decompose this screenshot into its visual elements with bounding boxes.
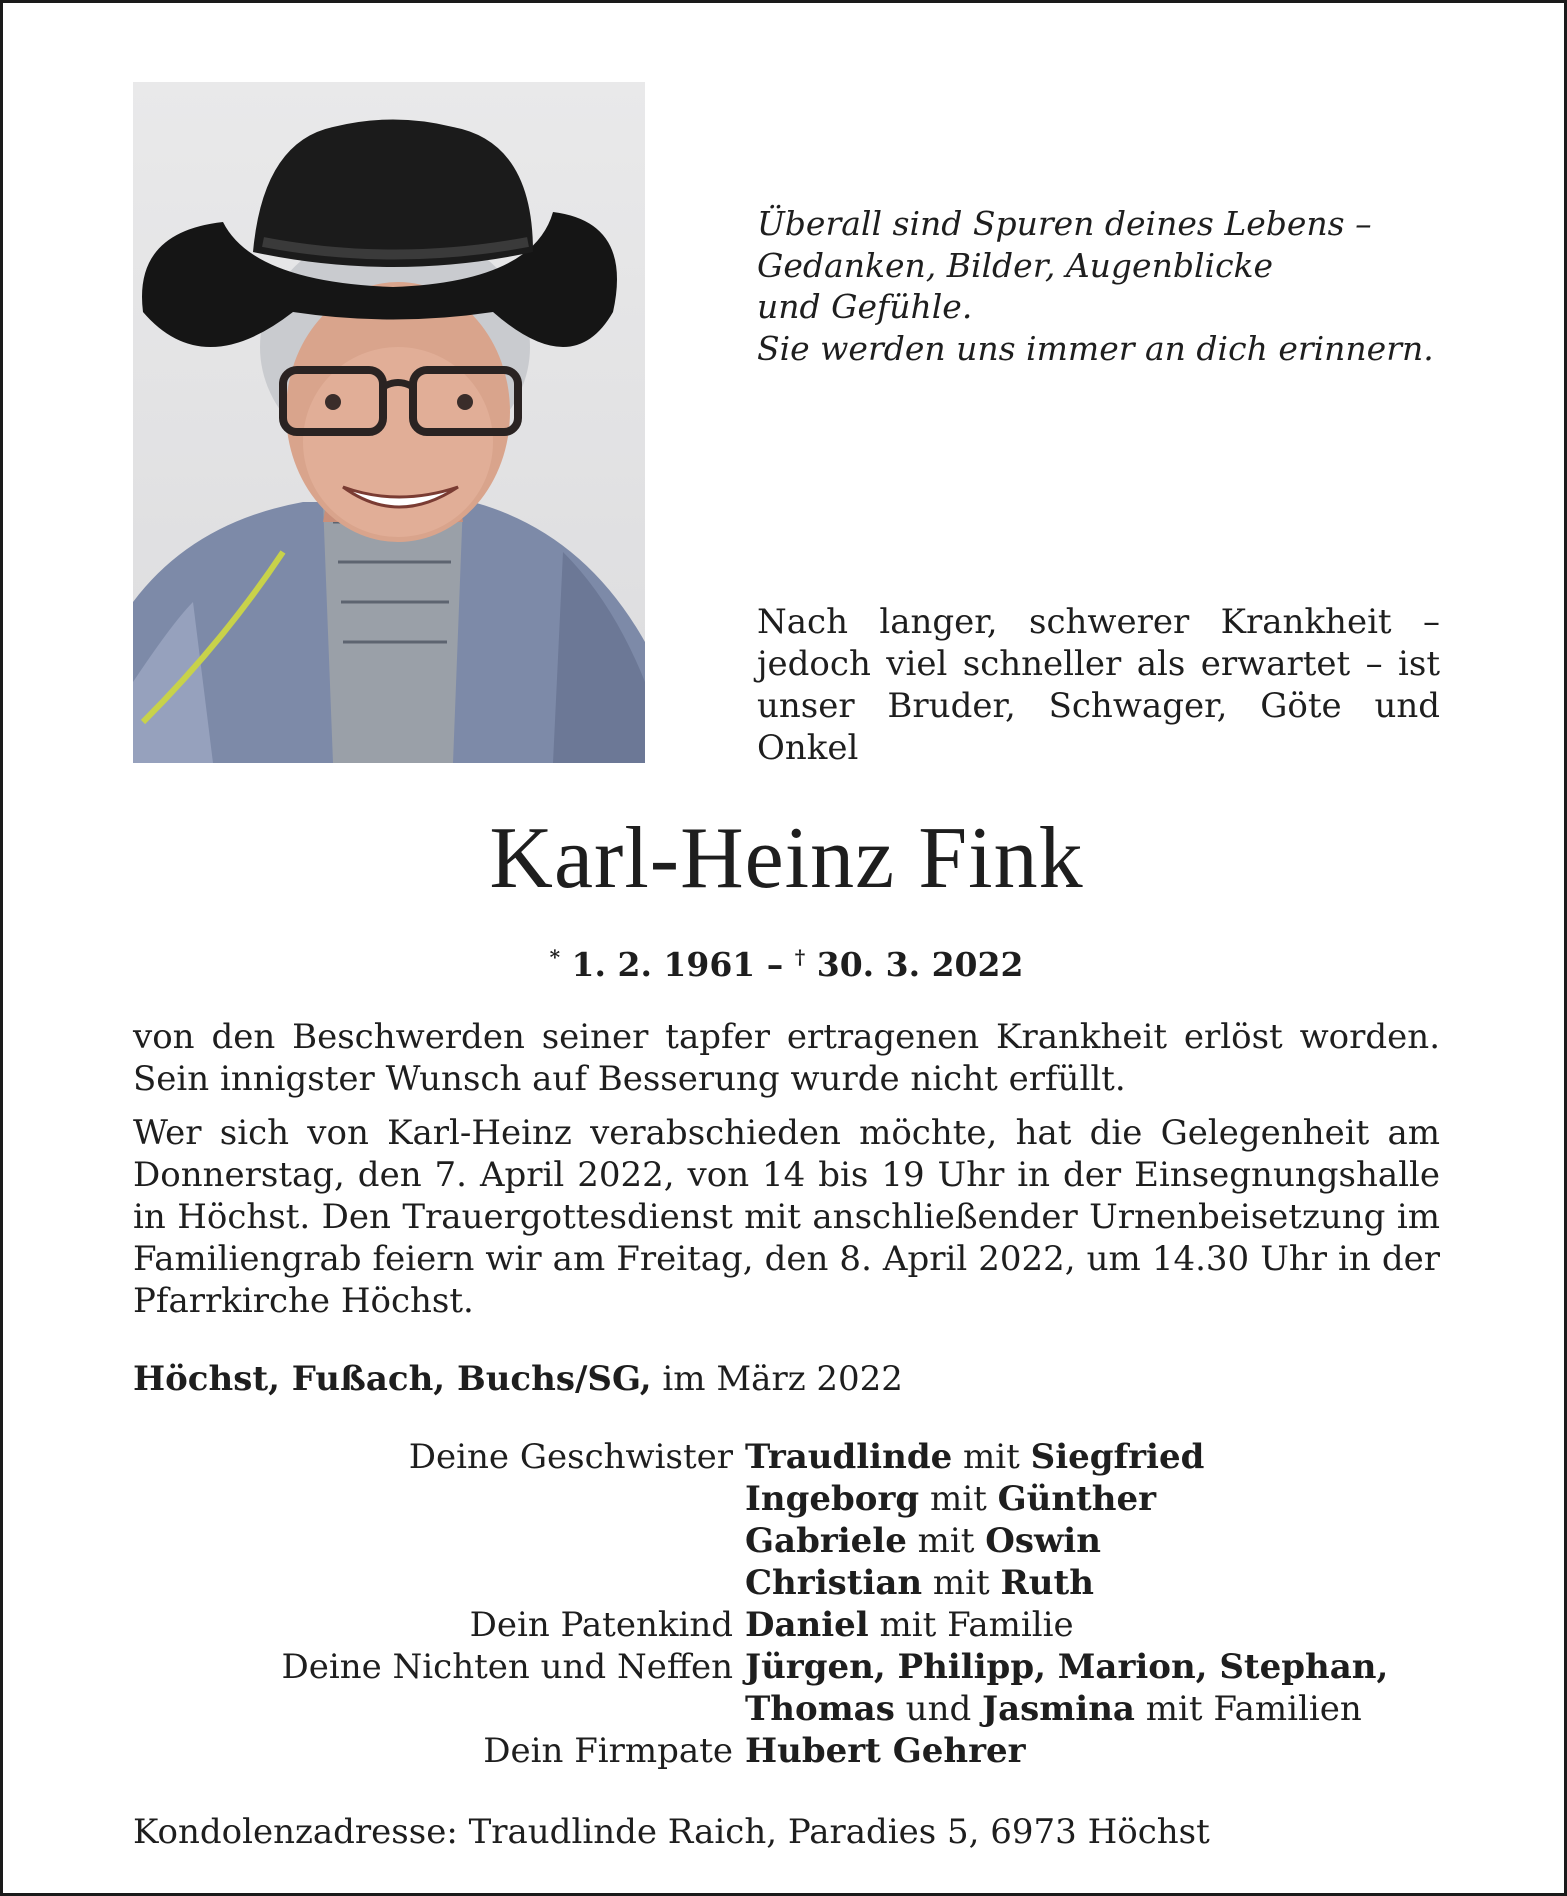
mourner-names: Traudlinde mit Siegfried	[745, 1437, 1205, 1477]
mourner-row	[133, 1478, 1440, 1520]
mourner-row	[133, 1688, 1440, 1730]
birth-date: 1. 2. 1961	[571, 945, 756, 984]
mourner-role: Deine Geschwister	[408, 1437, 733, 1477]
mourner-names: Ingeborg mit Günther	[745, 1479, 1157, 1519]
poem	[757, 203, 1457, 369]
mourner-names: Daniel mit Familie	[745, 1605, 1074, 1645]
mourner-names: Jürgen, Philipp, Marion, Stephan,	[745, 1647, 1389, 1687]
place-towns: Höchst, Fußach, Buchs/SG,	[133, 1359, 652, 1399]
poem-line: Sie werden uns immer an dich erinnern.	[757, 328, 1434, 368]
place-date-line	[133, 1358, 903, 1400]
mourner-names: Hubert Gehrer	[745, 1731, 1026, 1771]
mourner-row	[133, 1646, 1440, 1688]
mourner-row	[133, 1520, 1440, 1562]
body-paragraph: Wer sich von Karl-Heinz verabschieden möchte, hat die Gelegenheit am Donnerstag, den 7. April 2022, von 14 bis 19 Uhr in der Einsegnungshalle in Höchst. Den Trauergottesdienst mit anschließender Urnenbeisetzung im Familiengrab feiern wir am Freitag, den 8. April 2022, um 14.30 Uhr in der Pfarrkirche Höchst.	[133, 1113, 1440, 1321]
mourners-list	[133, 1436, 1440, 1772]
birth-symbol: *	[549, 945, 561, 969]
mourner-names: Gabriele mit Oswin	[745, 1521, 1101, 1561]
deceased-name: Karl-Heinz Fink	[489, 810, 1084, 907]
place-date: im März 2022	[651, 1359, 903, 1399]
mourner-row	[133, 1436, 1440, 1478]
mourner-names: Thomas und Jasmina mit Familien	[745, 1689, 1362, 1729]
poem-line: und Gefühle.	[757, 287, 973, 326]
portrait-photo	[133, 82, 645, 763]
mourner-row	[133, 1604, 1440, 1646]
body-text	[133, 1016, 1440, 1334]
intro-text: Nach langer, schwerer Krankheit – jedoch viel schneller als erwartet – ist unser Bruder, Schwager, Göte und Onkel	[757, 602, 1440, 768]
date-separator: –	[755, 945, 795, 984]
mourner-role: Deine Nichten und Neffen	[281, 1647, 733, 1687]
mourner-role: Dein Patenkind	[469, 1605, 733, 1645]
poem-line: Gedanken, Bilder, Augenblicke	[757, 245, 1274, 285]
poem-line: Überall sind Spuren deines Lebens –	[757, 204, 1372, 243]
death-symbol: †	[794, 945, 806, 969]
mourner-names: Christian mit Ruth	[745, 1563, 1094, 1603]
condolence-address: Kondolenzadresse: Traudlinde Raich, Paradies 5, 6973 Höchst	[133, 1812, 1210, 1852]
death-date: 30. 3. 2022	[816, 945, 1024, 984]
life-dates	[3, 937, 1567, 985]
mourner-role: Dein Firmpate	[483, 1731, 733, 1771]
body-paragraph: von den Beschwerden seiner tapfer ertragenen Krankheit erlöst worden. Sein innigster Wunsch auf Besserung wurde nicht erfüllt.	[133, 1017, 1440, 1099]
mourner-row	[133, 1562, 1440, 1604]
mourner-row	[133, 1730, 1440, 1772]
